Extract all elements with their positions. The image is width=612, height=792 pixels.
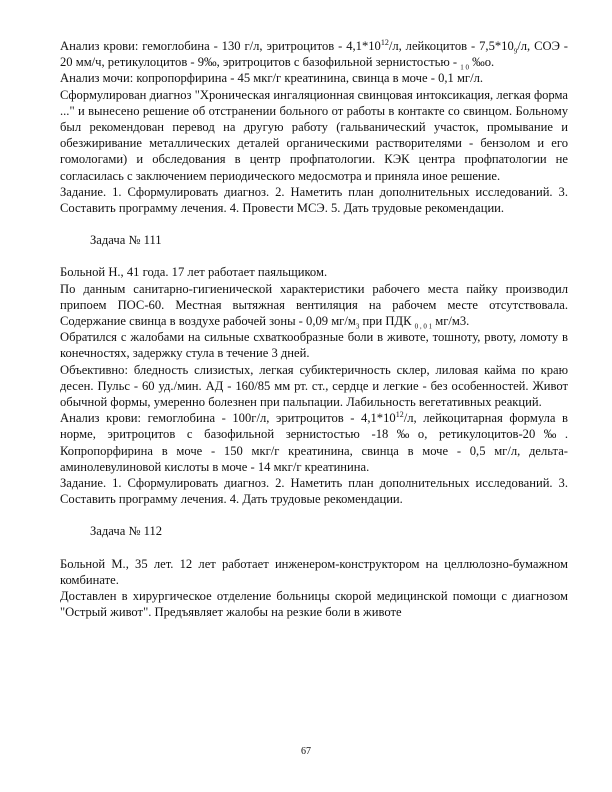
blood-test-2-text-2: /л, лейкоцитарная формула в норме, эритроцитов с базофильной зернистостью -18‰о, ретикулоцитов-20‰. Копропорфирина в моче - 150 мкг/г креатинина, свинца в моче - 0,5 мг/л, дельта-аминолевулиновой кислоты в моче - 14 мкг/г креатинина. bbox=[60, 411, 569, 474]
patient-intro-paragraph: Больной Н., 41 года. 17 лет работает паяльщиком. bbox=[60, 265, 328, 280]
objective-paragraph: Объективно: бледность слизистых, легкая субиктеричность склер, лиловая кайма по краю десен. Пульс - 60 уд./мин. АД - 160/85 мм рт. ст., сердце и легкие - без особенностей. Живот обычной формы, умеренно болезнен при пальпации. Лабильность вегетативных реакций. bbox=[60, 362, 568, 410]
assignment-paragraph-2: Задание. 1. Сформулировать диагноз. 2. Наметить план дополнительных исследований. 3. Составить программу лечения. 4. Дать трудовые рекомендации. bbox=[60, 476, 568, 507]
superscript: 12 bbox=[380, 37, 389, 47]
subscript: 3 bbox=[355, 322, 360, 331]
workplace-text-3: мг/м3. bbox=[432, 314, 470, 329]
assignment-paragraph: Задание. 1. Сформулировать диагноз. 2. Наметить план дополнительных исследований. 3. Составить программу лечения. 4. Провести МСЭ. 5. Дать трудовые рекомендации. bbox=[60, 184, 568, 216]
patient-intro-paragraph-2: Больной М., 35 лет. 12 лет работает инженером-конструктором на целлюлозно-бумажном комбинате. bbox=[60, 556, 568, 587]
workplace-paragraph bbox=[60, 281, 568, 330]
task-112-heading: Задача № 112 bbox=[90, 524, 163, 539]
subscript: 0 , 0 1 bbox=[414, 322, 433, 331]
task-111-heading: Задача № 111 bbox=[90, 233, 162, 248]
diagnosis-paragraph: Сформулирован диагноз "Хроническая ингаляционная свинцовая интоксикация, легкая форма ..." и вынесено решение об отстранении больного от работы в контакте со свинцом. Больному был рекомендован перевод на другую работу (гальванический участок, промывание и обезжиривание металлических деталей органическими растворителями - бензолом и его гомологами) и обследования в центр профпатологии. КЭК центра профпатологии не согласилась с заключением периодического медосмотра и приняла иное решение. bbox=[60, 87, 568, 183]
blood-test-paragraph bbox=[60, 38, 568, 70]
blood-test-2-text-1: Анализ крови: гемоглобина - 100г/л, эритроцитов - 4,1*10 bbox=[60, 411, 396, 426]
blood-test-text-1: Анализ крови: гемоглобина - 130 г/л, эритроцитов - 4,1*10 bbox=[60, 39, 381, 53]
blood-test-paragraph-2 bbox=[60, 410, 568, 475]
subscript: 9 bbox=[513, 47, 518, 56]
page-number: 67 bbox=[301, 746, 311, 757]
complaints-paragraph: Обратился с жалобами на сильные схваткообразные боли в животе, тошноту, рвоту, ломоту в конечностях, задержку стула в течение 3 дней. bbox=[60, 330, 568, 361]
superscript: 12 bbox=[395, 410, 404, 420]
workplace-text-2: при ПДК bbox=[359, 314, 415, 329]
urine-test-paragraph: Анализ мочи: копропорфирина - 45 мкг/г креатинина, свинца в моче - 0,1 мг/л. bbox=[60, 71, 484, 86]
subscript: 1 0 bbox=[460, 63, 469, 72]
blood-test-text-2: /л, лейкоцитов - 7,5*10 bbox=[388, 39, 514, 53]
blood-test-text-4: ‰о. bbox=[469, 55, 495, 70]
admission-paragraph: Доставлен в хирургическое отделение больницы скорой медицинской помощи с диагнозом "Острый живот". Предъявляет жалобы на резкие боли в животе bbox=[60, 589, 568, 620]
workplace-text-1: По данным санитарно-гигиенической характеристики рабочего места пайку производил припоем ПОС-60. Местная вытяжная вентиляция на рабочем месте отсутствовала. Содержание свинца в воздухе рабочей зоны - 0,09 мг/м bbox=[60, 281, 568, 329]
blood-test-text-3: /л, СОЭ - 20 мм/ч, ретикулоцитов - 9‰, эритроцитов с базофильной зернистостью - bbox=[60, 39, 569, 70]
